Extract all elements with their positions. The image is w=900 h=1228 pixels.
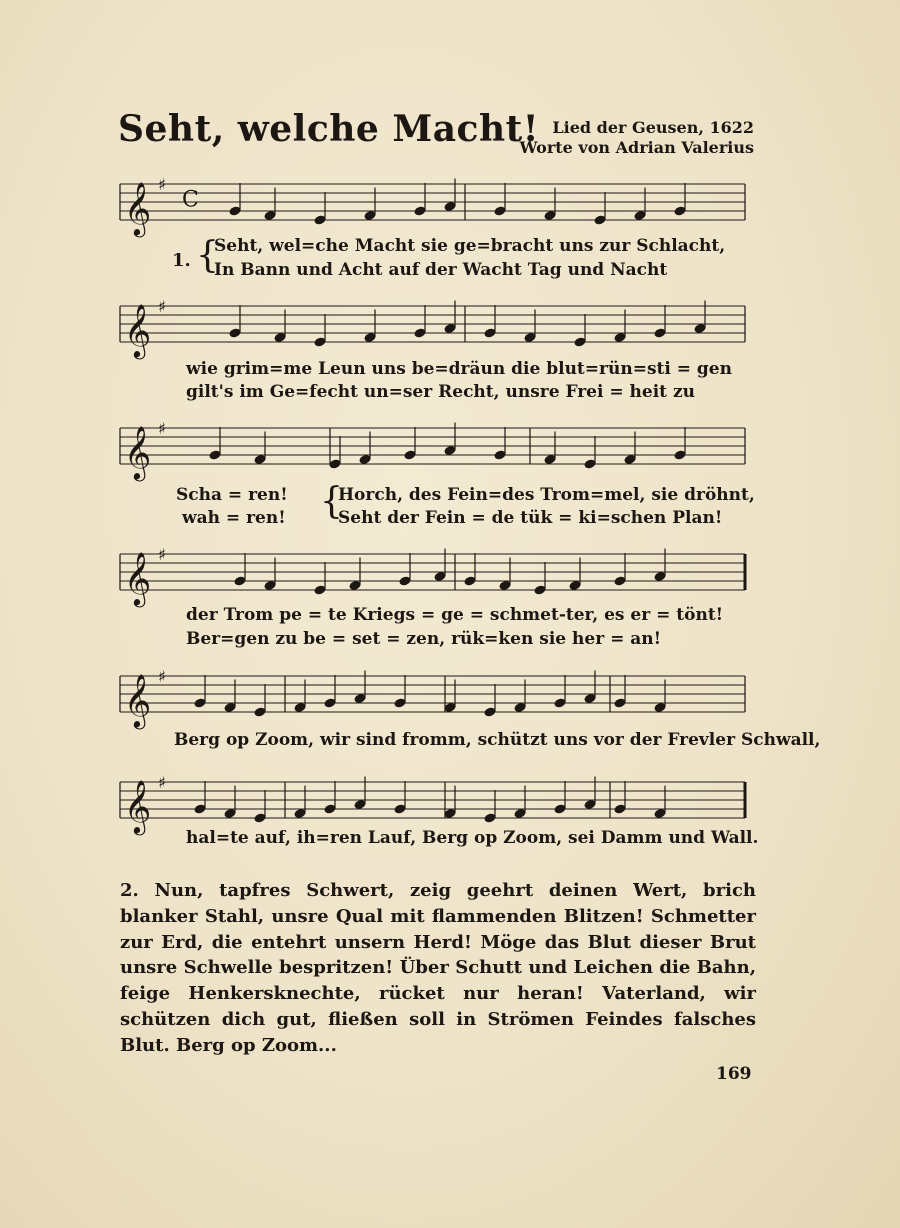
staff-4 — [120, 542, 750, 605]
key-signature-sharp-icon: ♯ — [158, 297, 166, 316]
staff-5 — [120, 664, 750, 727]
staff-2 — [120, 294, 750, 357]
lyric-line: Seht der Fein = de tük = ki=schen Plan! — [338, 508, 723, 528]
staff-3 — [120, 416, 750, 479]
treble-clef-icon: 𝄞 — [124, 425, 152, 479]
key-signature-sharp-icon: ♯ — [158, 545, 166, 564]
staff-system-3 — [120, 416, 748, 479]
staff-system-1 — [120, 172, 748, 235]
staff-6 — [120, 770, 750, 833]
treble-clef-icon: 𝄞 — [124, 303, 152, 357]
treble-clef-icon: 𝄞 — [124, 779, 152, 833]
staff-system-5 — [120, 664, 748, 727]
lyric-line: Berg op Zoom, wir sind fromm, schützt uns vor der Frevler Schwall, — [174, 730, 821, 750]
time-signature-icon: C — [182, 187, 199, 213]
lyric-line: Horch, des Fein=des Trom=mel, sie dröhnt, — [338, 485, 755, 505]
key-signature-sharp-icon: ♯ — [158, 419, 166, 438]
lyric-brace: { — [196, 235, 219, 276]
lyric-brace: { — [320, 481, 343, 522]
verse-number: 1. — [172, 250, 191, 271]
key-signature-sharp-icon: ♯ — [158, 773, 166, 792]
lyric-line: hal=te auf, ih=ren Lauf, Berg op Zoom, sei Damm und Wall. — [186, 828, 759, 848]
stanza-2-text: 2. Nun, tapfres Schwert, zeig geehrt deinen Wert, brich blanker Stahl, unsre Qual mit flammenden Blitzen! Schmetter zur Erd, die entehrt unsern Herd! Möge das Blut dieser Brut unsre Schwelle bespritzen! Über Schutt und Leichen die Bahn, feige Henkersknechte, rücket nur heran! Vaterland, wir schützen dich gut, fließen soll in Strömen Feindes falsches Blut. Berg op Zoom... — [120, 880, 756, 1056]
staff-system-4 — [120, 542, 748, 605]
key-signature-sharp-icon: ♯ — [158, 667, 166, 686]
lyric-line: Ber=gen zu be = set = zen, rük=ken sie her = an! — [186, 629, 662, 649]
treble-clef-icon: 𝄞 — [124, 551, 152, 605]
treble-clef-icon: 𝄞 — [124, 673, 152, 727]
lyric-line: gilt's im Ge=fecht un=ser Recht, unsre Frei = heit zu — [186, 382, 695, 402]
song-title: Seht, welche Macht! — [118, 108, 540, 150]
source-credit: Lied der Geusen, 1622 — [552, 118, 754, 137]
staff-system-2 — [120, 294, 748, 357]
lyric-line: wie grim=me Leun uns be=dräun die blut=rün=sti = gen — [186, 359, 732, 379]
page-number: 169 — [716, 1064, 752, 1084]
lyric-line: In Bann und Acht auf der Wacht Tag und Nacht — [214, 260, 668, 280]
lyric-line: der Trom pe = te Kriegs = ge = schmet-ter, es er = tönt! — [186, 605, 724, 625]
staff-system-6 — [120, 770, 748, 833]
lyric-line: Seht, wel=che Macht sie ge=bracht uns zur Schlacht, — [214, 236, 726, 256]
treble-clef-icon: 𝄞 — [124, 181, 152, 235]
author-credit: Worte von Adrian Valerius — [519, 138, 754, 157]
staff-1 — [120, 172, 750, 235]
lyric-line: wah = ren! — [182, 508, 286, 528]
key-signature-sharp-icon: ♯ — [158, 175, 166, 194]
lyric-line: Scha = ren! — [176, 485, 288, 505]
